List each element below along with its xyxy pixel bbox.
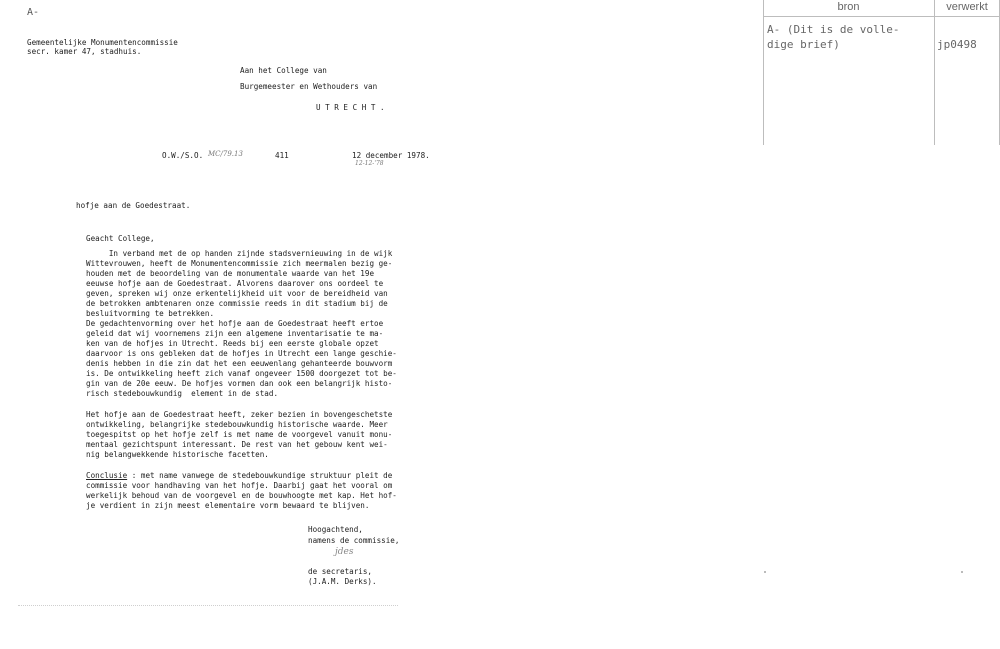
bron-cell: A- (Dit is de volle- dige brief) [767,23,900,51]
sender-line-2: secr. kamer 47, stadhuis. [27,47,142,56]
paragraph-3-first-line [86,471,392,482]
paragraph-1-line: risch stedebouwkundig element in de stad. [86,389,279,398]
subject-line: hofje aan de Goedestraat. [76,201,191,210]
sender-line-1: Gemeentelijke Monumentencommissie [27,38,178,47]
paragraph-1-line: daarvoor is ons gebleken dat de hofjes in Utrecht een lange geschie- [86,349,397,358]
paragraph-1-line: houden met de beoordeling van de monumentale waarde van het 19e [86,269,375,278]
date-handwritten: 12-12-'78 [355,160,384,167]
reference-code: O.W./S.O. [162,151,204,160]
paragraph-1-line: geleid dat wij voornemens zijn een algemene inventarisatie te ma- [86,329,384,338]
paragraph-2-line: mentaal gezichtspunt interessant. De rest van het gebouw kent wei- [86,440,388,449]
corner-mark: A- [27,7,40,18]
paragraph-1-line: eeuwse hofje aan de Goedestraat. Alvorens daarover ons oordeel te [86,279,384,288]
paragraph-3-line: werkelijk behoud van de voorgevel en de bouwhoogte met kap. Het hof- [86,491,397,500]
scan-edge-line [18,605,398,606]
paragraph-1-line: De gedachtenvorming over het hofje aan de Goedestraat heeft ertoe [86,319,384,328]
paragraph-2-line: Het hofje aan de Goedestraat heeft, zeker bezien in bovengeschetste [86,410,393,419]
reference-handwritten: MC/79.13 [208,150,243,158]
closing-line-2: namens de commissie, [308,536,400,545]
paragraph-1-line: besluitvorming te betrekken. [86,309,215,318]
metadata-table [763,0,1000,145]
addressee-city: U T R E C H T . [316,103,385,112]
paragraph-1-line: geven, spreken wij onze erkentelijkheid uit voor de bereidheid van [86,289,388,298]
signatory-title: de secretaris, [308,567,373,576]
paragraph-1-line: In verband met de op handen zijnde stadsvernieuwing in de wijk [86,249,393,258]
conclusion-label: Conclusie [86,471,128,480]
scan-mark-dot [961,571,963,573]
letter-date: 12 december 1978. [352,151,430,160]
scan-mark-dot [764,571,766,573]
paragraph-2-line: ontwikkeling, belangrijke stedebouwkundig historische waarde. Meer [86,420,388,429]
paragraph-3-line: je verdient in zijn meest elementaire vorm bewaard te blijven. [86,501,370,510]
paragraph-1-line: ken van de hofjes in Utrecht. Reeds bij een eerste globale opzet [86,339,379,348]
paragraph-3-line: commissie voor handhaving van het hofje. Daarbij gaat het vooral om [86,481,393,490]
paragraph-3-line: : met name vanwege de stedebouwkundige struktuur pleit de [127,471,393,480]
paragraph-1-line: is. De ontwikkeling heeft zich vanaf ongeveer 1500 doorgezet tot be- [86,369,397,378]
verwerkt-cell: jp0498 [937,38,977,51]
paragraph-1-line: gin van de 20e eeuw. De hofjes vormen dan ook een belangrijk histo- [86,379,393,388]
salutation: Geacht College, [86,234,155,243]
verwerkt-column [933,0,1000,145]
closing-line-1: Hoogachtend, [308,525,363,534]
bron-header: bron [763,0,934,17]
signature: jdes [335,547,354,557]
paragraph-1-line: denis hebben in die zin dat het een eeuwenlang gehanteerde bouwvorm [86,359,393,368]
paragraph-2-line: nig belangwekkende historische facetten. [86,450,269,459]
addressee-line-1: Aan het College van [240,66,327,75]
addressee-line-2: Burgemeester en Wethouders van [240,82,378,91]
reference-number: 411 [275,151,289,160]
paragraph-2-line: toegespitst op het hofje zelf is met name de voorgevel vanuit monu- [86,430,393,439]
signatory-name: (J.A.M. Derks). [308,577,377,586]
verwerkt-header: verwerkt [934,0,1000,17]
paragraph-1-line: de betrokken ambtenaren onze commissie reeds in dit stadium bij de [86,299,388,308]
paragraph-1-line: Wittevrouwen, heeft de Monumentencommissie zich meermalen bezig ge- [86,259,393,268]
